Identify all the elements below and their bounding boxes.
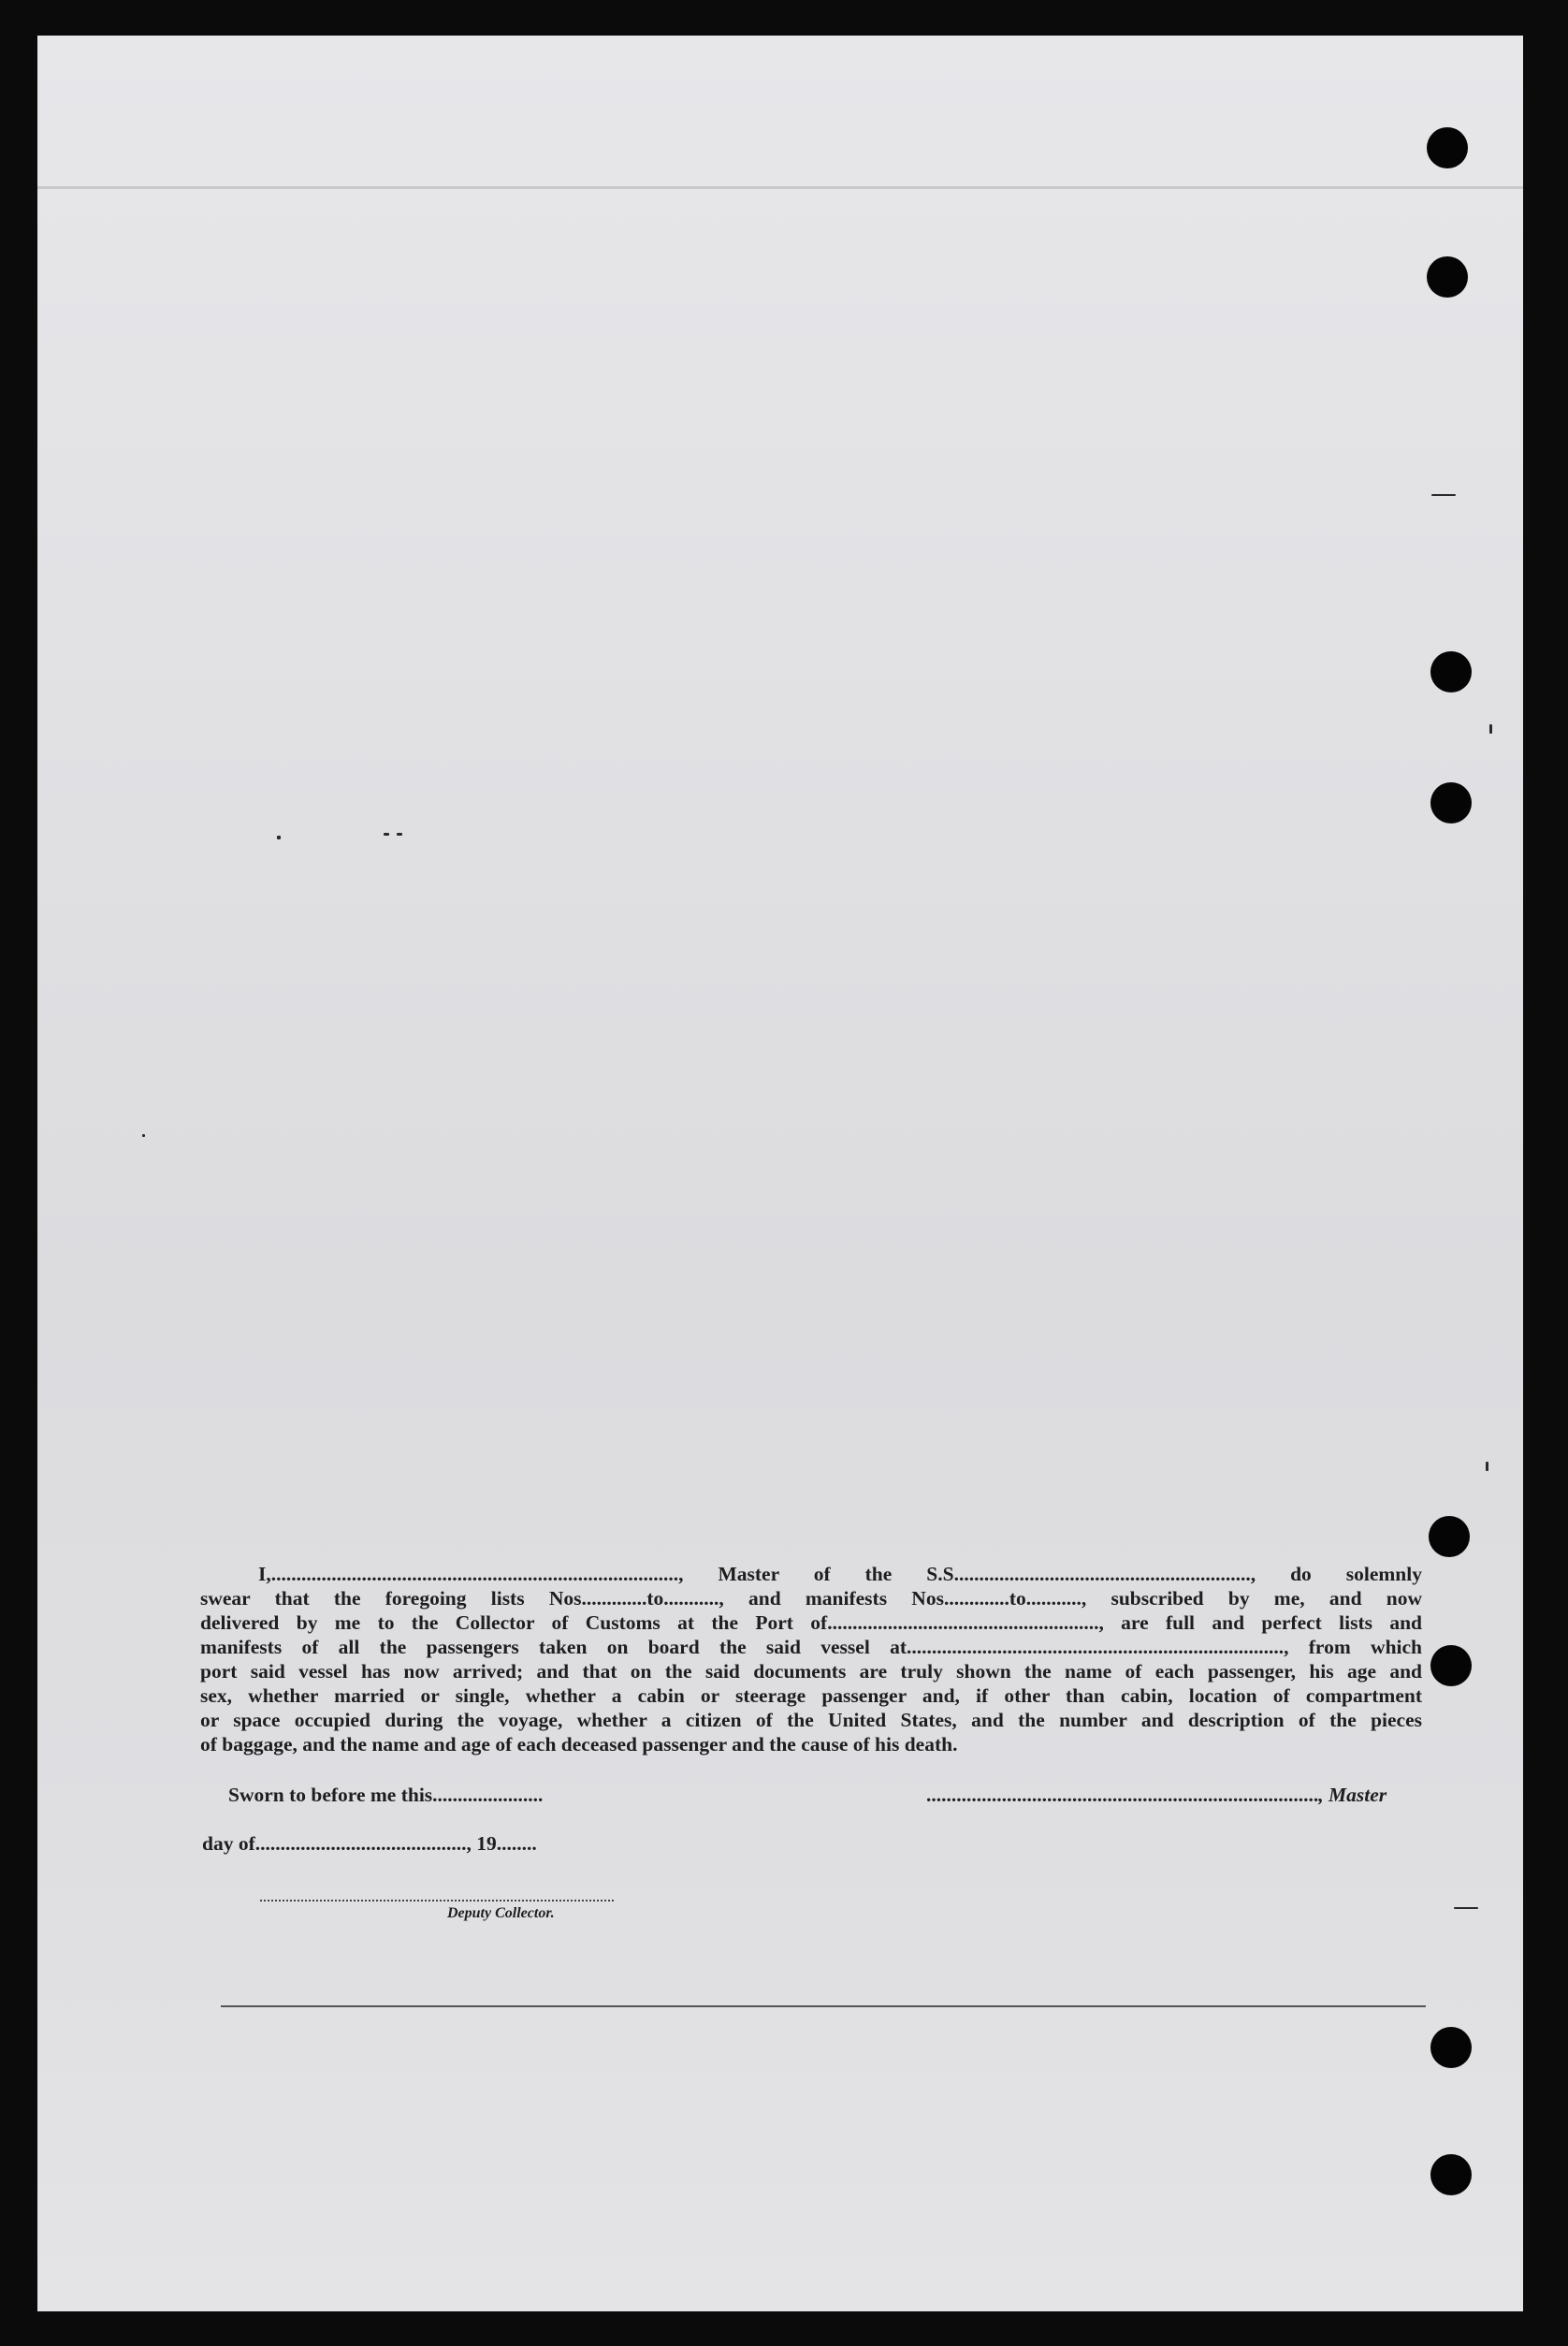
oath-line: swear that the foregoing lists Nos.............to..........., and manifests Nos.............to..........., subscribed by me, and now — [200, 1587, 1422, 1610]
binder-hole-3 — [1430, 651, 1472, 692]
bottom-rule — [221, 2005, 1426, 2007]
speck-mark — [1489, 724, 1492, 734]
day-of-line — [202, 1832, 537, 1856]
speck-mark — [384, 833, 389, 836]
sworn-before-line — [228, 1784, 543, 1807]
master-label: , Master — [1318, 1784, 1387, 1806]
day-of-text: day of.........................................., 19........ — [202, 1832, 537, 1855]
page-top-rule — [37, 186, 1523, 189]
oath-line: I,................................................................................., Master of the S.S..........................................................., do solemnly — [258, 1563, 1422, 1585]
binder-hole-1 — [1427, 127, 1468, 168]
binder-hole-8 — [1430, 2154, 1472, 2195]
binder-hole-7 — [1430, 2027, 1472, 2068]
deputy-signature-rule — [260, 1900, 614, 1902]
master-dots: .............................................................................. — [926, 1784, 1319, 1806]
manifest-page-back — [37, 36, 1523, 2311]
speck-mark — [142, 1134, 145, 1137]
binder-hole-6 — [1430, 1645, 1472, 1686]
speck-mark — [1431, 494, 1456, 496]
oath-line: manifests of all the passengers taken on board the said vessel at..........................................................................., from which — [200, 1636, 1422, 1658]
speck-mark — [277, 836, 281, 839]
oath-line: port said vessel has now arrived; and that on the said documents are truly shown the name of each passenger, his age and — [200, 1660, 1422, 1683]
speck-mark — [1486, 1462, 1488, 1471]
binder-hole-4 — [1430, 782, 1472, 823]
master-oath-paragraph — [200, 1562, 1422, 1756]
speck-mark — [1454, 1907, 1478, 1909]
oath-line: sex, whether married or single, whether a cabin or steerage passenger and, if other than cabin, location of compartment — [200, 1684, 1422, 1707]
speck-mark — [397, 833, 402, 836]
binder-hole-2 — [1427, 256, 1468, 298]
sworn-text: Sworn to before me this...................... — [228, 1784, 544, 1806]
oath-line: or space occupied during the voyage, whether a citizen of the United States, and the number and description of the pieces — [200, 1709, 1422, 1731]
oath-line: delivered by me to the Collector of Customs at the Port of......................................................, are full and perfect lists and — [200, 1611, 1422, 1634]
binder-hole-5 — [1429, 1516, 1470, 1557]
oath-line: of baggage, and the name and age of each deceased passenger and the cause of his death. — [200, 1733, 958, 1756]
deputy-collector-label: Deputy Collector. — [447, 1905, 555, 1921]
master-signature-line — [926, 1784, 1387, 1807]
